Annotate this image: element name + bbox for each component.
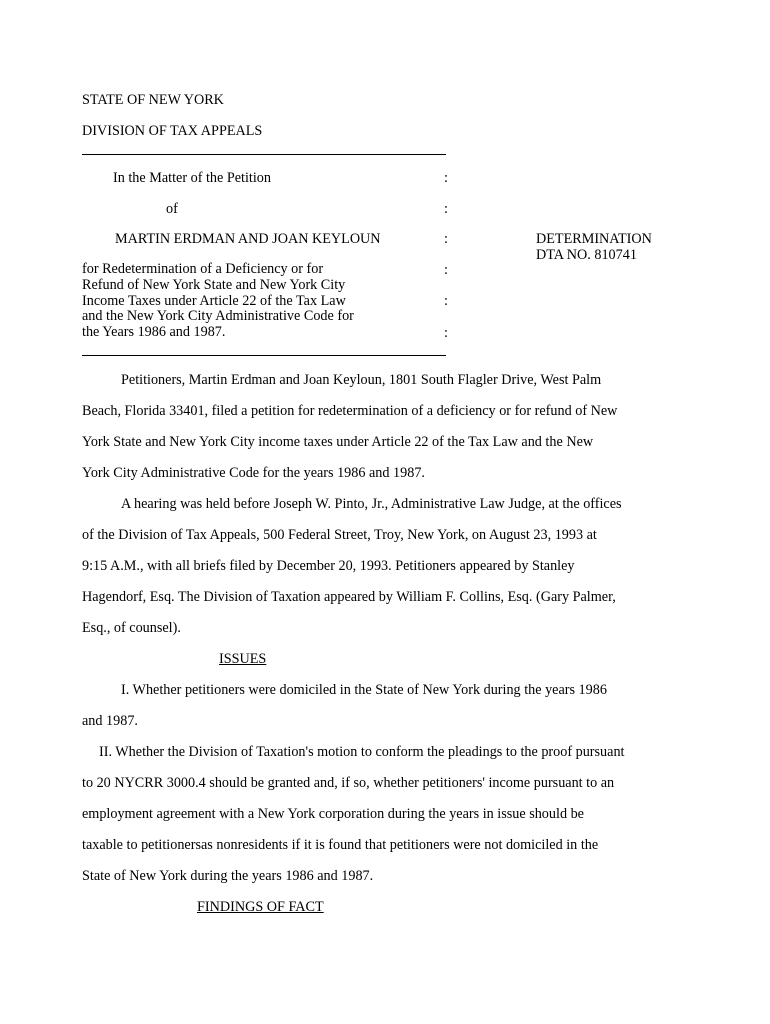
paragraph-line: York City Administrative Code for the years 1986 and 1987. <box>82 465 425 481</box>
issue-line: II. Whether the Division of Taxation's motion to conform the pleadings to the proof pursuant <box>99 744 625 760</box>
caption-purpose-line: the Years 1986 and 1987. <box>82 324 226 341</box>
caption-purpose-line: for Redetermination of a Deficiency or for <box>82 261 324 277</box>
findings-heading: FINDINGS OF FACT <box>197 899 324 915</box>
issue-line: and 1987. <box>82 713 138 729</box>
paragraph-line: York State and New York City income taxes under Article 22 of the Tax Law and the New <box>82 434 594 450</box>
caption-colon: : <box>444 293 448 309</box>
caption-purpose <box>82 262 354 341</box>
determination-title: DETERMINATION <box>536 231 652 247</box>
caption-colon: : <box>444 231 448 247</box>
paragraph-line: of the Division of Tax Appeals, 500 Federal Street, Troy, New York, on August 23, 1993 at <box>82 527 597 543</box>
docket-number: DTA NO. 810741 <box>536 247 637 263</box>
caption-colon: : <box>444 170 448 186</box>
determination-block <box>536 231 652 263</box>
issue-line: taxable to petitionersas nonresidents if it is found that petitioners were not domiciled in the <box>82 837 599 853</box>
issues-heading: ISSUES <box>219 651 267 667</box>
division-heading: DIVISION OF TAX APPEALS <box>82 123 263 139</box>
paragraph-line: Esq., of counsel). <box>82 620 181 636</box>
caption-top-rule <box>82 154 446 155</box>
of-line: of <box>166 201 178 217</box>
paragraph-line: Hagendorf, Esq. The Division of Taxation appeared by William F. Collins, Esq. (Gary Palmer, <box>82 589 616 605</box>
issue-line: to 20 NYCRR 3000.4 should be granted and, if so, whether petitioners' income pursuant to an <box>82 775 615 791</box>
caption-colon: : <box>444 325 448 341</box>
paragraph-line: 9:15 A.M., with all briefs filed by December 20, 1993. Petitioners appeared by Stanley <box>82 558 575 574</box>
state-heading: STATE OF NEW YORK <box>82 92 224 108</box>
caption-purpose-line: Refund of New York State and New York City <box>82 276 346 293</box>
issue-line: State of New York during the years 1986 and 1987. <box>82 868 374 884</box>
caption-colon: : <box>444 262 448 278</box>
caption-colon: : <box>444 201 448 217</box>
issue-line: employment agreement with a New York corporation during the years in issue should be <box>82 806 584 822</box>
paragraph-line: Beach, Florida 33401, filed a petition for redetermination of a deficiency or for refund of New <box>82 403 618 419</box>
caption-bottom-rule <box>82 355 446 356</box>
paragraph-line: Petitioners, Martin Erdman and Joan Keyloun, 1801 South Flagler Drive, West Palm <box>121 372 602 388</box>
caption-purpose-line: and the New York City Administrative Code for <box>82 308 354 325</box>
matter-line: In the Matter of the Petition <box>113 170 271 186</box>
caption-purpose-line: Income Taxes under Article 22 of the Tax Law <box>82 292 346 309</box>
petitioner-names: MARTIN ERDMAN AND JOAN KEYLOUN <box>115 231 381 247</box>
paragraph-line: A hearing was held before Joseph W. Pinto, Jr., Administrative Law Judge, at the offices <box>121 496 622 512</box>
issue-line: I. Whether petitioners were domiciled in the State of New York during the years 1986 <box>121 682 607 698</box>
